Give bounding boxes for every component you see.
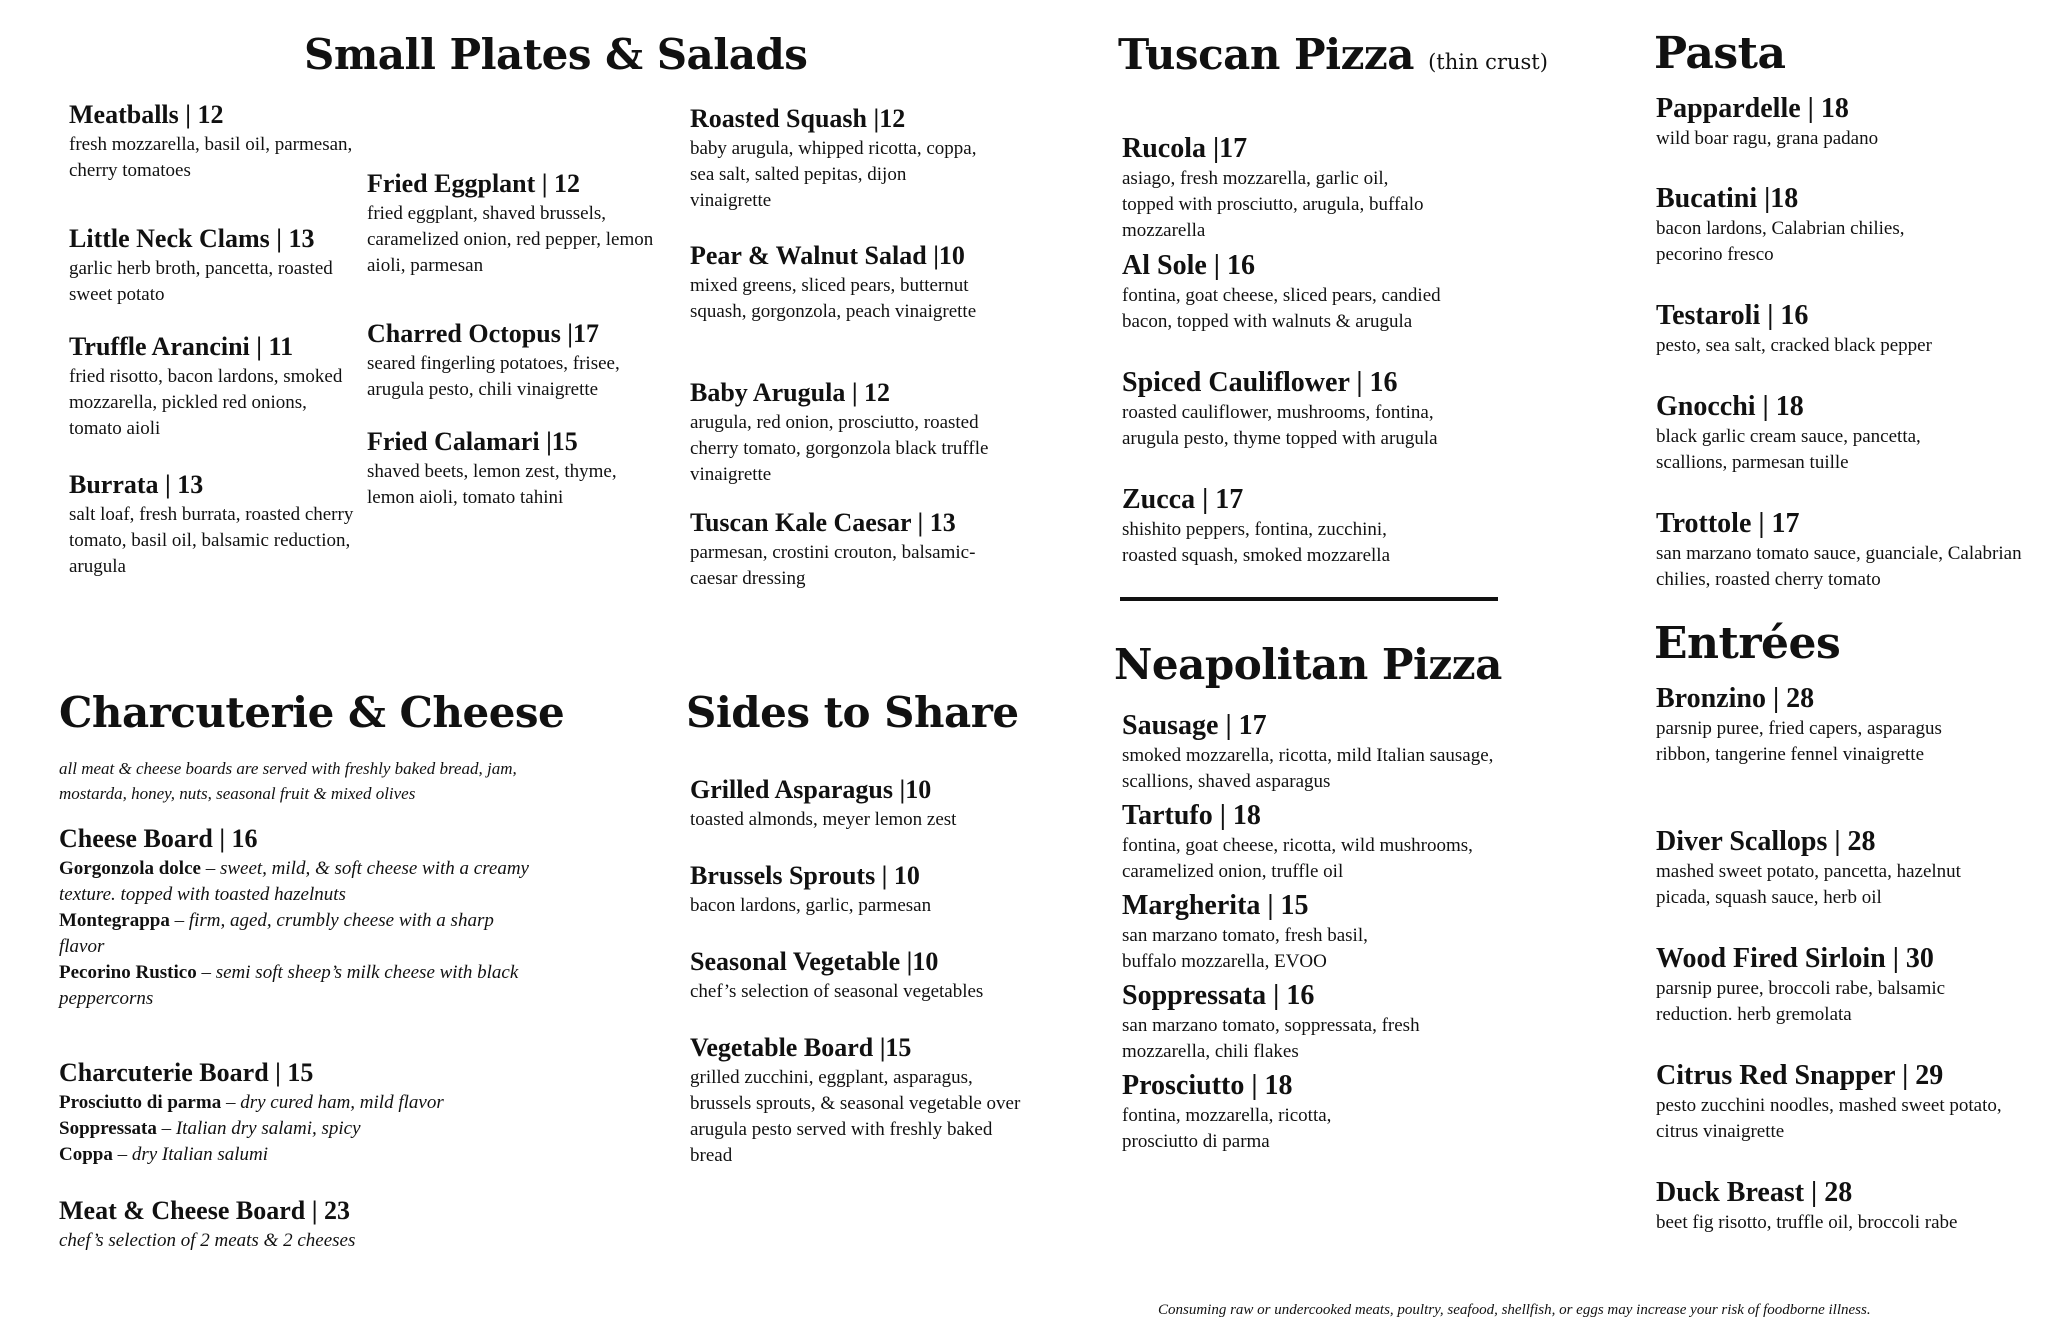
item-name: Spiced Cauliflower | 16 [1122, 367, 1398, 398]
menu-item [1656, 94, 1878, 152]
item-name: Pappardelle | 18 [1656, 93, 1849, 124]
item-desc: bacon lardons, Calabrian chilies, pecorino fresco [1656, 218, 1905, 265]
menu-item [690, 241, 990, 325]
menu-item [690, 378, 995, 488]
item-name: Seasonal Vegetable |10 [690, 947, 939, 976]
item-desc: fried risotto, bacon lardons, smoked mozzarella, pickled red onions, tomato aioli [69, 366, 343, 439]
item-desc: toasted almonds, meyer lemon zest [690, 809, 957, 830]
menu-item [1656, 509, 2026, 593]
item-name: Testaroli | 16 [1656, 300, 1809, 331]
item-desc: parsnip puree, broccoli rabe, balsamic reduction. herb gremolata [1656, 978, 1946, 1025]
item-desc: san marzano tomato, soppressata, fresh mozzarella, chili flakes [1122, 1015, 1420, 1062]
charcuterie-board [59, 1058, 539, 1168]
item-name: Rucola |17 [1122, 133, 1248, 164]
pasta-title: Pasta [1654, 28, 1786, 79]
menu-item [1122, 801, 1542, 885]
item-desc: shishito peppers, fontina, zucchini, roasted squash, smoked mozzarella [1122, 519, 1391, 566]
meat-line [59, 1090, 539, 1116]
item-name: Cheese Board | 16 [59, 824, 258, 853]
item-desc: mashed sweet potato, pancetta, hazelnut picada, squash sauce, herb oil [1656, 861, 1961, 908]
item-desc: garlic herb broth, pancetta, roasted sweet potato [69, 258, 333, 305]
item-desc: pesto zucchini noodles, mashed sweet potato, citrus vinaigrette [1656, 1095, 2002, 1142]
menu-item [1122, 1071, 1382, 1155]
item-desc: smoked mozzarella, ricotta, mild Italian sausage, scallions, shaved asparagus [1122, 745, 1494, 792]
tuscan-pizza-subtitle: (thin crust) [1428, 50, 1548, 74]
item-name: Duck Breast | 28 [1656, 1177, 1853, 1208]
menu-item [1656, 944, 1986, 1028]
menu-item [1656, 1061, 2016, 1145]
item-name: Sausage | 17 [1122, 710, 1267, 741]
item-desc: chef’s selection of seasonal vegetables [690, 981, 984, 1002]
meat-cheese-board [59, 1196, 539, 1253]
item-desc: salt loaf, fresh burrata, roasted cherry tomato, basil oil, balsamic reduction, arugula [69, 504, 354, 577]
menu-item [1656, 184, 1956, 268]
section-divider [1120, 597, 1498, 601]
item-name: Gnocchi | 18 [1656, 391, 1804, 422]
item-desc: parmesan, crostini crouton, balsamic-caesar dressing [690, 542, 976, 589]
item-desc: fresh mozzarella, basil oil, parmesan, cherry tomatoes [69, 134, 353, 181]
menu-item [367, 427, 657, 511]
item-name: Truffle Arancini | 11 [69, 332, 294, 361]
item-desc: baby arugula, whipped ricotta, coppa, sea salt, salted pepitas, dijon vinaigrette [690, 138, 977, 211]
item-name: Zucca | 17 [1122, 484, 1244, 515]
item-desc: san marzano tomato sauce, guanciale, Calabrian chilies, roasted cherry tomato [1656, 543, 2022, 590]
item-desc: pesto, sea salt, cracked black pepper [1656, 335, 1932, 356]
menu-item [1122, 134, 1442, 244]
menu-item [1656, 301, 1932, 359]
item-desc: bacon lardons, garlic, parmesan [690, 895, 932, 916]
menu-item [690, 1033, 1030, 1169]
menu-item [1122, 368, 1472, 452]
item-desc: wild boar ragu, grana padano [1656, 128, 1879, 149]
small-plates-title: Small Plates & Salads [304, 30, 808, 79]
sides-title: Sides to Share [686, 688, 1019, 737]
item-desc: beet fig risotto, truffle oil, broccoli rabe [1656, 1212, 1958, 1233]
menu-item [1122, 891, 1422, 975]
tuscan-pizza-title-text: Tuscan Pizza [1118, 30, 1414, 79]
item-desc: san marzano tomato, fresh basil, buffalo mozzarella, EVOO [1122, 925, 1368, 972]
item-name: Roasted Squash |12 [690, 104, 906, 133]
item-desc: seared fingerling potatoes, frisee, arugula pesto, chili vinaigrette [367, 353, 620, 400]
menu-item [1122, 981, 1422, 1065]
item-name: Diver Scallops | 28 [1656, 826, 1876, 857]
menu-item [69, 224, 354, 308]
item-name: Little Neck Clams | 13 [69, 224, 315, 253]
item-desc: chef’s selection of 2 meats & 2 cheeses [59, 1230, 356, 1251]
tuscan-pizza-title [1118, 30, 1548, 79]
item-name: Charred Octopus |17 [367, 319, 600, 348]
cheese-desc: – semi soft sheep’s milk cheese with black peppercorns [59, 962, 519, 1009]
menu-item [367, 169, 657, 279]
item-name: Fried Calamari |15 [367, 427, 578, 456]
item-desc: roasted cauliflower, mushrooms, fontina, arugula pesto, thyme topped with arugula [1122, 402, 1438, 449]
item-desc: fontina, mozzarella, ricotta, prosciutto di parma [1122, 1105, 1332, 1152]
menu-item [1656, 827, 1996, 911]
item-name: Charcuterie Board | 15 [59, 1058, 314, 1087]
item-desc: arugula, red onion, prosciutto, roasted cherry tomato, gorgonzola black truffle vinaigrette [690, 412, 989, 485]
cheese-line [59, 908, 539, 960]
menu-item [1656, 684, 1976, 768]
menu-item [1122, 485, 1442, 569]
menu-item [690, 775, 956, 833]
item-name: Burrata | 13 [69, 470, 204, 499]
item-desc: parsnip puree, fried capers, asparagus ribbon, tangerine fennel vinaigrette [1656, 718, 1942, 765]
item-desc: grilled zucchini, eggplant, asparagus, brussels sprouts, & seasonal vegetable over arugula pesto served with freshly baked bread [690, 1067, 1021, 1166]
cheese-line [59, 856, 539, 908]
meat-name: Coppa [59, 1144, 113, 1165]
item-desc: fontina, goat cheese, sliced pears, candied bacon, topped with walnuts & arugula [1122, 285, 1441, 332]
item-desc: shaved beets, lemon zest, thyme, lemon aioli, tomato tahini [367, 461, 617, 508]
item-name: Meat & Cheese Board | 23 [59, 1196, 350, 1225]
item-desc: black garlic cream sauce, pancetta, scallions, parmesan tuille [1656, 426, 1921, 473]
item-name: Citrus Red Snapper | 29 [1656, 1060, 1944, 1091]
meat-line [59, 1116, 539, 1142]
meat-desc: – Italian dry salami, spicy [156, 1118, 361, 1139]
meat-name: Soppressata [59, 1118, 157, 1139]
item-name: Bucatini |18 [1656, 183, 1799, 214]
item-name: Tartufo | 18 [1122, 800, 1261, 831]
item-name: Bronzino | 28 [1656, 683, 1815, 714]
item-desc: mixed greens, sliced pears, butternut squash, gorgonzola, peach vinaigrette [690, 275, 977, 322]
meat-line [59, 1142, 539, 1168]
menu-item [690, 947, 983, 1005]
neapolitan-pizza-title: Neapolitan Pizza [1114, 640, 1502, 689]
item-name: Grilled Asparagus |10 [690, 775, 932, 804]
menu-item [69, 100, 354, 184]
menu-item [690, 508, 990, 592]
cheese-name: Montegrappa [59, 910, 170, 931]
item-name: Al Sole | 16 [1122, 250, 1255, 281]
item-name: Soppressata | 16 [1122, 980, 1315, 1011]
charcuterie-title: Charcuterie & Cheese [59, 688, 565, 737]
item-desc: asiago, fresh mozzarella, garlic oil, topped with prosciutto, arugula, buffalo mozzarella [1122, 168, 1424, 241]
cheese-desc: – sweet, mild, & soft cheese with a creamy texture. topped with toasted hazelnuts [59, 858, 529, 905]
menu-item [1656, 1178, 2026, 1236]
item-name: Pear & Walnut Salad |10 [690, 241, 965, 270]
meat-name: Prosciutto di parma [59, 1092, 222, 1113]
item-desc: fontina, goat cheese, ricotta, wild mushrooms, caramelized onion, truffle oil [1122, 835, 1473, 882]
item-name: Meatballs | 12 [69, 100, 224, 129]
cheese-name: Gorgonzola dolce [59, 858, 201, 879]
foodborne-illness-disclaimer: Consuming raw or undercooked meats, poultry, seafood, shellfish, or eggs may increase your risk of foodborne illness. [1158, 1302, 1871, 1318]
meat-desc: – dry cured ham, mild flavor [221, 1092, 444, 1113]
meat-desc: – dry Italian salumi [112, 1144, 269, 1165]
item-desc: fried eggplant, shaved brussels, caramelized onion, red pepper, lemon aioli, parmesan [367, 203, 654, 276]
item-name: Wood Fired Sirloin | 30 [1656, 943, 1934, 974]
cheese-board [59, 824, 539, 1012]
cheese-name: Pecorino Rustico [59, 962, 197, 983]
item-name: Prosciutto | 18 [1122, 1070, 1293, 1101]
cheese-desc: – firm, aged, crumbly cheese with a sharp flavor [59, 910, 494, 957]
item-name: Margherita | 15 [1122, 890, 1309, 921]
menu-item [1122, 711, 1502, 795]
item-name: Tuscan Kale Caesar | 13 [690, 508, 956, 537]
cheese-line [59, 960, 539, 1012]
item-name: Vegetable Board |15 [690, 1033, 912, 1062]
item-name: Baby Arugula | 12 [690, 378, 891, 407]
charcuterie-note: all meat & cheese boards are served with freshly baked bread, jam, mostarda, honey, nuts, seasonal fruit & mixed olives [59, 759, 517, 803]
menu-item [69, 470, 359, 580]
menu-item [367, 319, 657, 403]
item-name: Brussels Sprouts | 10 [690, 861, 920, 890]
menu-item [1122, 251, 1462, 335]
menu-item [690, 104, 990, 214]
item-name: Fried Eggplant | 12 [367, 169, 581, 198]
entrees-title: Entrées [1654, 618, 1841, 669]
menu-item [690, 861, 931, 919]
item-name: Trottole | 17 [1656, 508, 1800, 539]
menu-item [69, 332, 354, 442]
menu-item [1656, 392, 1976, 476]
